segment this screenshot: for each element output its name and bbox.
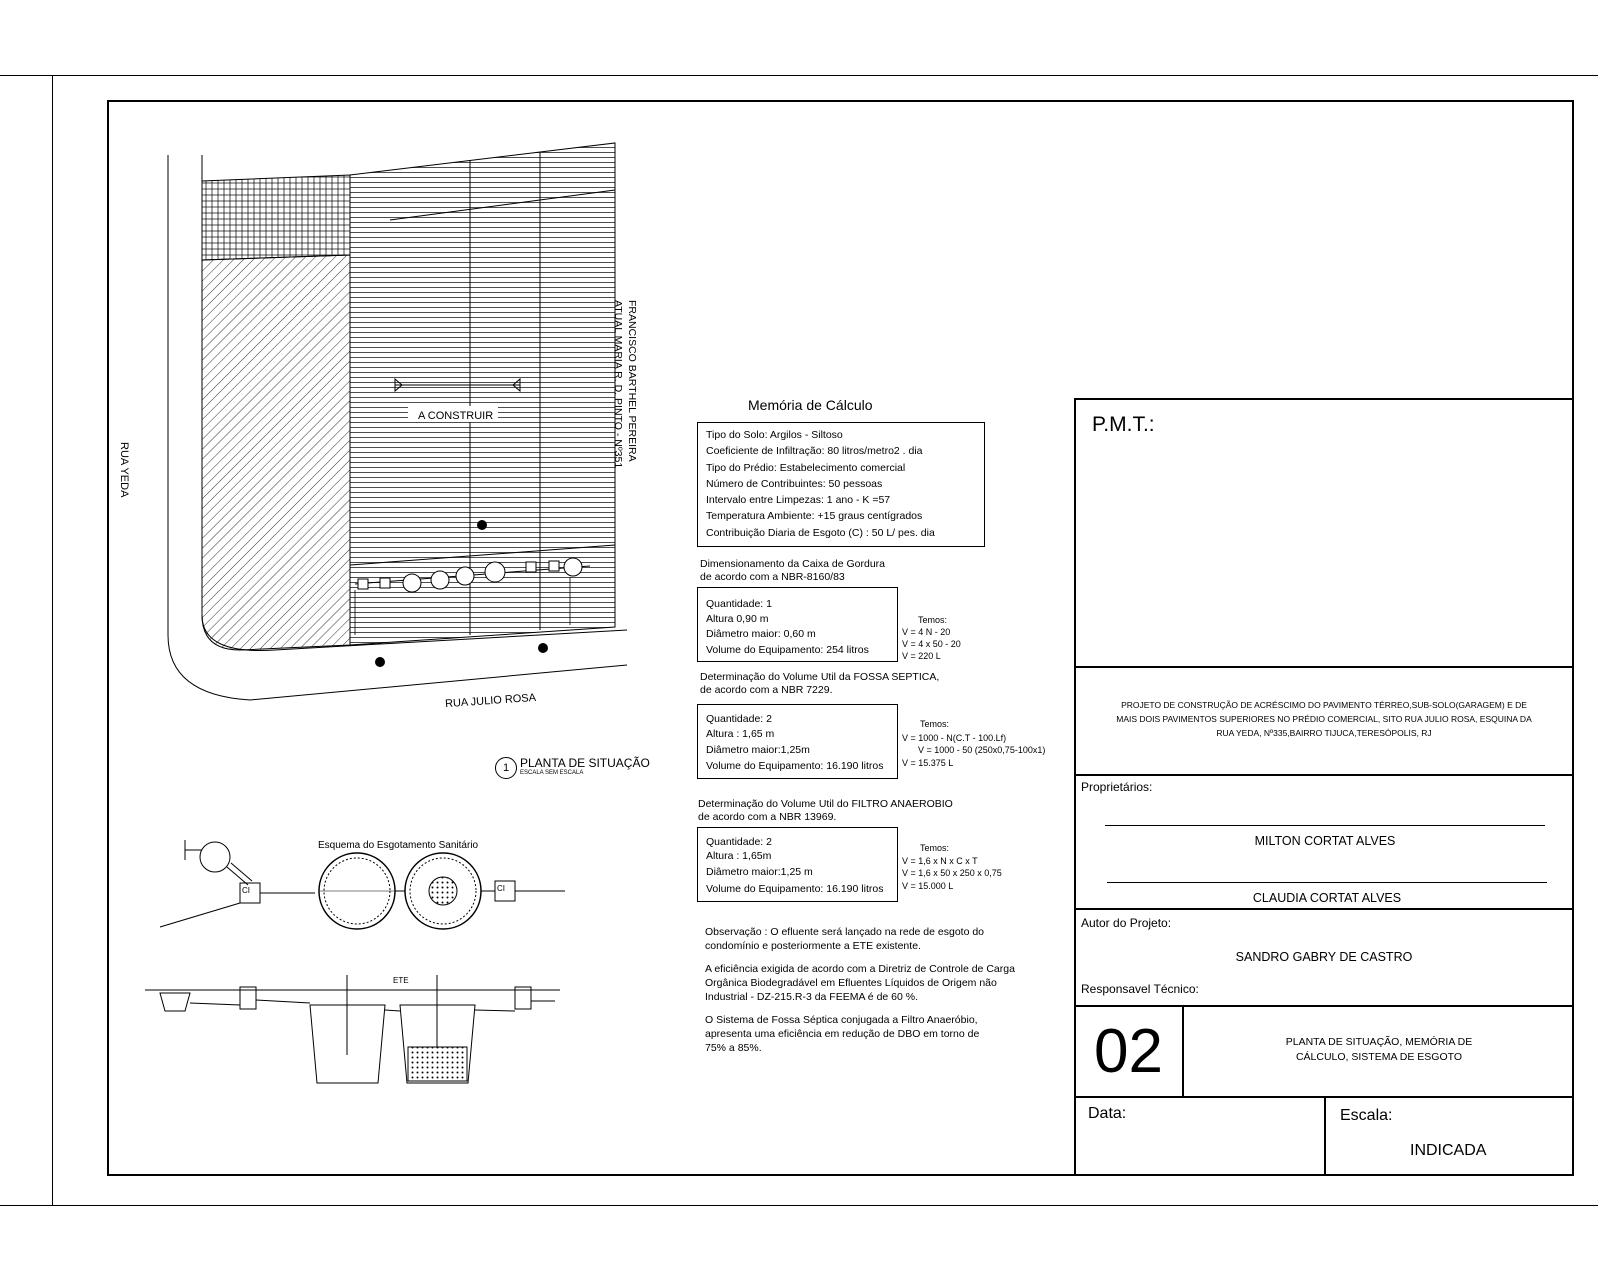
fossa-line: Quantidade: 2 — [706, 713, 772, 725]
gordura-heading2: de acordo com a NBR-8160/83 — [700, 571, 845, 583]
gordura-box — [697, 587, 898, 662]
date-label: Data: — [1088, 1105, 1127, 1122]
fossa-calc: V = 15.375 L — [902, 758, 954, 768]
schema-title: Esquema do Esgotamento Sanitário — [318, 840, 479, 851]
gordura-line: Quantidade: 1 — [706, 598, 772, 610]
obs-line: 75% a 85%. — [705, 1042, 762, 1054]
obs-line: Orgânica Biodegradável em Efluentes Líquidos de Origem não — [705, 977, 997, 989]
tb-divider — [1074, 666, 1574, 668]
obs-line: Industrial - DZ-215.R-3 da FEEMA é de 60 %. — [705, 991, 919, 1003]
tb-divider — [1074, 908, 1574, 910]
gordura-heading1: Dimensionamento da Caixa de Gordura — [700, 558, 886, 570]
fossa-line: Volume do Equipamento: 16.190 litros — [706, 760, 884, 772]
fossa-line: Diâmetro maior:1,25m — [706, 744, 810, 756]
plan-scale: ESCALA SEM ESCALA — [520, 770, 584, 776]
plan-number-bubble: 1 — [495, 757, 517, 779]
filtro-calc: V = 1,6 x N x C x T — [902, 856, 978, 866]
param-line: Tipo do Solo: Argilos - Siltoso — [706, 429, 843, 441]
filtro-heading1: Determinação do Volume Util do FILTRO ANAEROBIO — [698, 798, 953, 810]
gordura-calc: V = 4 N - 20 — [902, 627, 951, 637]
schema-ci-left: CI — [242, 886, 250, 895]
schema-ci-right: CI — [497, 884, 505, 893]
param-line: Contribuição Diaria de Esgoto (C) : 50 L/ pes. dia — [706, 527, 935, 539]
street-label-bottom: RUA JULIO ROSA — [444, 691, 537, 711]
signature-line — [1107, 882, 1547, 883]
fossa-heading1: Determinação do Volume Util da FOSSA SEPTICA, — [700, 671, 940, 683]
binding-gutter-line — [52, 75, 53, 1205]
memoria-params-box — [697, 422, 985, 547]
to-build-label: A CONSTRUIR — [418, 410, 494, 422]
street-label-left: RUA YEDA — [118, 442, 130, 498]
gordura-calc: V = 220 L — [902, 651, 941, 661]
gordura-line: Altura 0,90 m — [706, 613, 769, 625]
filtro-calc: V = 1,6 x 50 x 250 x 0,75 — [902, 868, 1002, 878]
fossa-calc: V = 1000 - N(C.T - 100.Lf) — [902, 733, 1007, 743]
gordura-line: Diâmetro maior: 0,60 m — [706, 628, 816, 640]
fossa-line: Altura : 1,65 m — [706, 728, 775, 740]
tb-divider — [1074, 1005, 1574, 1007]
filtro-calc: V = 15.000 L — [902, 881, 954, 891]
site-plan-drawing — [140, 135, 660, 795]
filtro-box — [697, 827, 898, 902]
filtro-calc: Temos: — [920, 843, 950, 853]
filtro-line: Altura : 1,65m — [706, 850, 772, 862]
neighbor-label-line1: FRANCISCO BARTHEL PEREIRA — [626, 300, 638, 462]
author-label: Autor do Projeto: — [1081, 916, 1172, 930]
sewage-schema-drawing — [145, 815, 600, 1095]
obs-line: A eficiência exigida de acordo com a Diretriz de Controle de Carga — [705, 963, 1015, 975]
tb-divider — [1324, 1096, 1326, 1176]
sheet-title-line2: CÁLCULO, SISTEMA DE ESGOTO — [1295, 1051, 1463, 1063]
project-line: RUA YEDA, Nº335,BAIRRO TIJUCA,TERESÓPOLIS, RJ — [1216, 728, 1432, 738]
sheet-title-line1: PLANTA DE SITUAÇÃO, MEMÓRIA DE — [1285, 1036, 1473, 1048]
owner2: CLAUDIA CORTAT ALVES — [1252, 891, 1402, 905]
fossa-box — [697, 704, 898, 779]
tech-label: Responsavel Técnico: — [1081, 982, 1199, 996]
param-line: Número de Contribuintes: 50 pessoas — [706, 478, 883, 490]
gordura-line: Volume do Equipamento: 254 litros — [706, 644, 869, 656]
schema-ete: ETE — [393, 976, 409, 985]
fossa-calc: V = 1000 - 50 (250x0,75-100x1) — [918, 745, 1046, 755]
sheet-number: 02 — [1094, 1017, 1163, 1086]
obs-line: Observação : O efluente será lançado na rede de esgoto do — [705, 926, 985, 938]
owners-label: Proprietários: — [1081, 780, 1153, 794]
filtro-line: Volume do Equipamento: 16.190 litros — [706, 883, 884, 895]
obs-line: condomínio e posteriormente a ETE existente. — [705, 940, 921, 952]
project-line: PROJETO DE CONSTRUÇÃO DE ACRÉSCIMO DO PAVIMENTO TÉRREO,SUB-SOLO(GARAGEM) E DE — [1121, 700, 1527, 710]
filtro-heading2: de acordo com a NBR 13969. — [698, 811, 837, 823]
neighbor-label-line2: ATUAL MARIA R. D. PINTO - Nº351 — [612, 300, 624, 469]
gordura-calc: Temos: — [918, 615, 948, 625]
param-line: Temperatura Ambiente: +15 graus centígrados — [706, 510, 923, 522]
fossa-calc: Temos: — [920, 719, 950, 729]
scale-value: INDICADA — [1410, 1142, 1487, 1159]
param-line: Tipo do Prédio: Estabelecimento comercial — [706, 462, 906, 474]
author-name: SANDRO GABRY DE CASTRO — [1235, 950, 1413, 964]
tb-divider — [1074, 774, 1574, 776]
filtro-line: Diâmetro maior:1,25 m — [706, 866, 813, 878]
plan-title: PLANTA DE SITUAÇÃO — [520, 756, 650, 770]
scale-label: Escala: — [1340, 1107, 1393, 1124]
signature-line — [1105, 825, 1545, 826]
project-line: MAIS DOIS PAVIMENTOS SUPERIORES NO PRÉDIO COMERCIAL, SITO RUA JULIO ROSA, ESQUINA DA — [1116, 714, 1532, 724]
filtro-line: Quantidade: 2 — [706, 836, 772, 848]
param-line: Coeficiente de Infiltração: 80 litros/metro2 . dia — [706, 445, 923, 457]
obs-line: O Sistema de Fossa Séptica conjugada a Filtro Anaeróbio, — [705, 1014, 978, 1026]
obs-line: apresenta uma eficiência em redução de DBO em torno de — [705, 1028, 980, 1040]
param-line: Intervalo entre Limpezas: 1 ano - K =57 — [706, 494, 891, 506]
fossa-heading2: de acordo com a NBR 7229. — [700, 684, 833, 696]
pmt-label: P.M.T.: — [1092, 413, 1155, 436]
gordura-calc: V = 4 x 50 - 20 — [902, 639, 961, 649]
owner1: MILTON CORTAT ALVES — [1254, 834, 1396, 848]
memoria-title: Memória de Cálculo — [748, 397, 873, 413]
